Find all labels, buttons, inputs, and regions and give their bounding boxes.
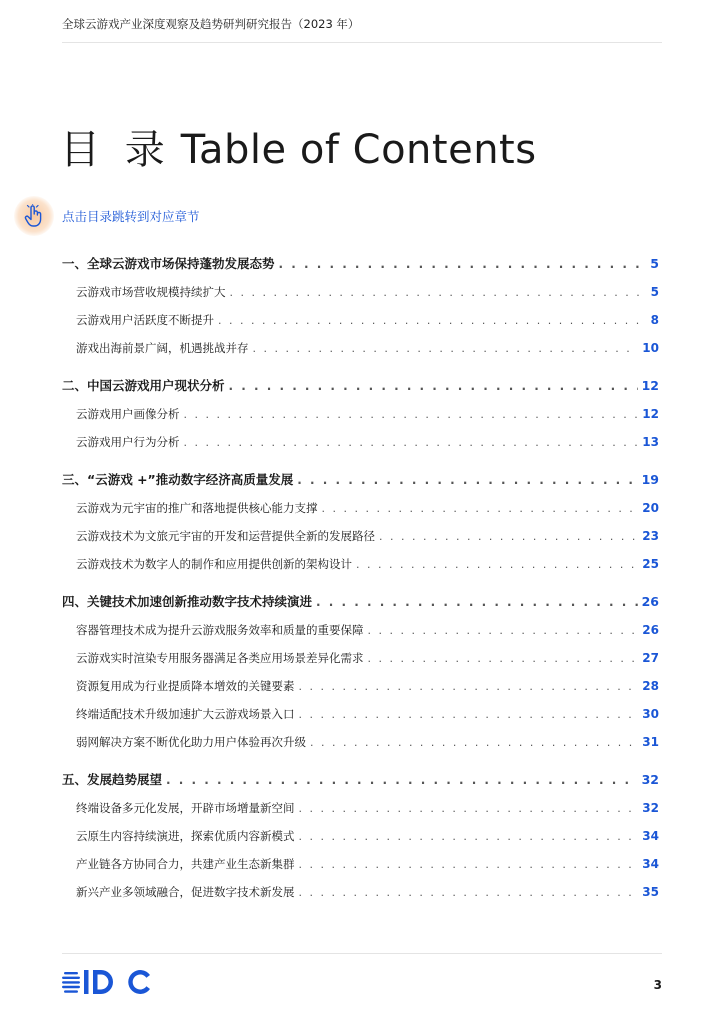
toc-section-page: 12 xyxy=(642,407,659,421)
toc-chapter[interactable] xyxy=(62,250,659,278)
toc-hint xyxy=(14,196,200,236)
toc-section-page: 5 xyxy=(650,285,659,299)
toc-chapter-page: 32 xyxy=(641,772,659,787)
toc-section-page: 28 xyxy=(642,679,659,693)
dot-leader xyxy=(229,372,638,400)
dot-leader xyxy=(218,307,647,334)
toc-section-title: 云原生内容持续演进，探索优质内容新模式 xyxy=(76,829,295,843)
hand-pointer-icon xyxy=(14,196,54,236)
toc-section-title: 云游戏用户行为分析 xyxy=(76,435,180,449)
toc-section-page: 23 xyxy=(642,529,659,543)
toc-chapter-page: 5 xyxy=(650,256,659,271)
toc-chapter[interactable] xyxy=(62,588,659,616)
toc-section-title: 云游戏市场营收规模持续扩大 xyxy=(76,285,226,299)
toc-section[interactable] xyxy=(62,850,659,878)
toc-section-title: 终端设备多元化发展，开辟市场增量新空间 xyxy=(76,801,295,815)
dot-leader xyxy=(310,729,638,756)
toc-section[interactable] xyxy=(62,278,659,306)
page-title-cn: 目 录 xyxy=(60,127,171,173)
toc-section[interactable] xyxy=(62,878,659,906)
toc-section[interactable] xyxy=(62,616,659,644)
toc-section-page: 10 xyxy=(642,341,659,355)
toc-chapter-page: 19 xyxy=(641,472,659,487)
toc-gap xyxy=(62,456,659,466)
dot-leader xyxy=(279,250,647,278)
footer-divider xyxy=(62,953,662,954)
dot-leader xyxy=(368,645,639,672)
dot-leader xyxy=(299,673,639,700)
dot-leader xyxy=(316,588,638,616)
toc-section-page: 13 xyxy=(642,435,659,449)
toc-section-title: 终端适配技术升级加速扩大云游戏场景入口 xyxy=(76,707,295,721)
toc-chapter[interactable] xyxy=(62,372,659,400)
toc-section[interactable] xyxy=(62,822,659,850)
toc-section-title: 资源复用成为行业提质降本增效的关键要素 xyxy=(76,679,295,693)
table-of-contents xyxy=(62,250,659,906)
toc-section-title: 新兴产业多领域融合，促进数字技术新发展 xyxy=(76,885,295,899)
toc-section-title: 云游戏技术为文旅元宇宙的开发和运营提供全新的发展路径 xyxy=(76,529,375,543)
dot-leader xyxy=(356,551,638,578)
dot-leader xyxy=(230,279,647,306)
toc-section-page: 27 xyxy=(642,651,659,665)
toc-section-page: 31 xyxy=(642,735,659,749)
toc-section-page: 34 xyxy=(642,857,659,871)
toc-chapter-title: 一、全球云游戏市场保持蓬勃发展态势 xyxy=(62,256,275,271)
toc-hint-label: 点击目录跳转到对应章节 xyxy=(62,209,200,224)
toc-chapter[interactable] xyxy=(62,766,659,794)
dot-leader xyxy=(253,335,639,362)
dot-leader xyxy=(322,495,639,522)
toc-section-title: 云游戏用户画像分析 xyxy=(76,407,180,421)
toc-section-title: 游戏出海前景广阔，机遇挑战并存 xyxy=(76,341,249,355)
toc-section-page: 25 xyxy=(642,557,659,571)
dot-leader xyxy=(299,823,639,850)
page-number: 3 xyxy=(653,978,662,992)
toc-section-page: 32 xyxy=(642,801,659,815)
toc-section-title: 云游戏为元宇宙的推广和落地提供核心能力支撑 xyxy=(76,501,318,515)
page-title xyxy=(60,118,537,175)
toc-chapter[interactable] xyxy=(62,466,659,494)
toc-section-title: 容器管理技术成为提升云游戏服务效率和质量的重要保障 xyxy=(76,623,364,637)
toc-chapter-title: 五、发展趋势展望 xyxy=(62,772,163,787)
toc-section[interactable] xyxy=(62,794,659,822)
toc-section-title: 云游戏技术为数字人的制作和应用提供创新的架构设计 xyxy=(76,557,352,571)
toc-section[interactable] xyxy=(62,700,659,728)
toc-section-title: 弱网解决方案不断优化助力用户体验再次升级 xyxy=(76,735,306,749)
dot-leader xyxy=(368,617,639,644)
toc-section[interactable] xyxy=(62,494,659,522)
toc-chapter-title: 三、“云游戏 +”推动数字经济高质量发展 xyxy=(62,472,294,487)
toc-section-page: 26 xyxy=(642,623,659,637)
toc-section-page: 34 xyxy=(642,829,659,843)
toc-section-page: 30 xyxy=(642,707,659,721)
toc-section[interactable] xyxy=(62,522,659,550)
toc-chapter-page: 12 xyxy=(641,378,659,393)
toc-section-title: 云游戏用户活跃度不断提升 xyxy=(76,313,214,327)
dot-leader xyxy=(166,766,638,794)
dot-leader xyxy=(299,701,639,728)
toc-section-page: 35 xyxy=(642,885,659,899)
toc-section[interactable] xyxy=(62,672,659,700)
page-title-en: Table of Contents xyxy=(180,127,537,173)
dot-leader xyxy=(299,851,639,878)
dot-leader xyxy=(379,523,638,550)
toc-section-page: 8 xyxy=(650,313,659,327)
toc-section[interactable] xyxy=(62,644,659,672)
dot-leader xyxy=(297,466,637,494)
toc-section-title: 云游戏实时渲染专用服务器满足各类应用场景差异化需求 xyxy=(76,651,364,665)
toc-gap xyxy=(62,578,659,588)
dot-leader xyxy=(299,795,639,822)
toc-section-title: 产业链各方协同合力，共建产业生态新集群 xyxy=(76,857,295,871)
idc-logo xyxy=(62,966,154,1002)
dot-leader xyxy=(299,879,639,906)
toc-chapter-page: 26 xyxy=(641,594,659,609)
toc-chapter-title: 二、中国云游戏用户现状分析 xyxy=(62,378,225,393)
toc-gap xyxy=(62,756,659,766)
dot-leader xyxy=(184,429,639,456)
toc-section[interactable] xyxy=(62,728,659,756)
toc-section[interactable] xyxy=(62,334,659,362)
toc-section[interactable] xyxy=(62,428,659,456)
toc-section[interactable] xyxy=(62,400,659,428)
toc-section-page: 20 xyxy=(642,501,659,515)
dot-leader xyxy=(184,401,639,428)
toc-section[interactable] xyxy=(62,306,659,334)
toc-section[interactable] xyxy=(62,550,659,578)
toc-chapter-title: 四、关键技术加速创新推动数字技术持续演进 xyxy=(62,594,313,609)
toc-gap xyxy=(62,362,659,372)
running-header: 全球云游戏产业深度观察及趋势研判研究报告（2023 年） xyxy=(62,16,662,43)
